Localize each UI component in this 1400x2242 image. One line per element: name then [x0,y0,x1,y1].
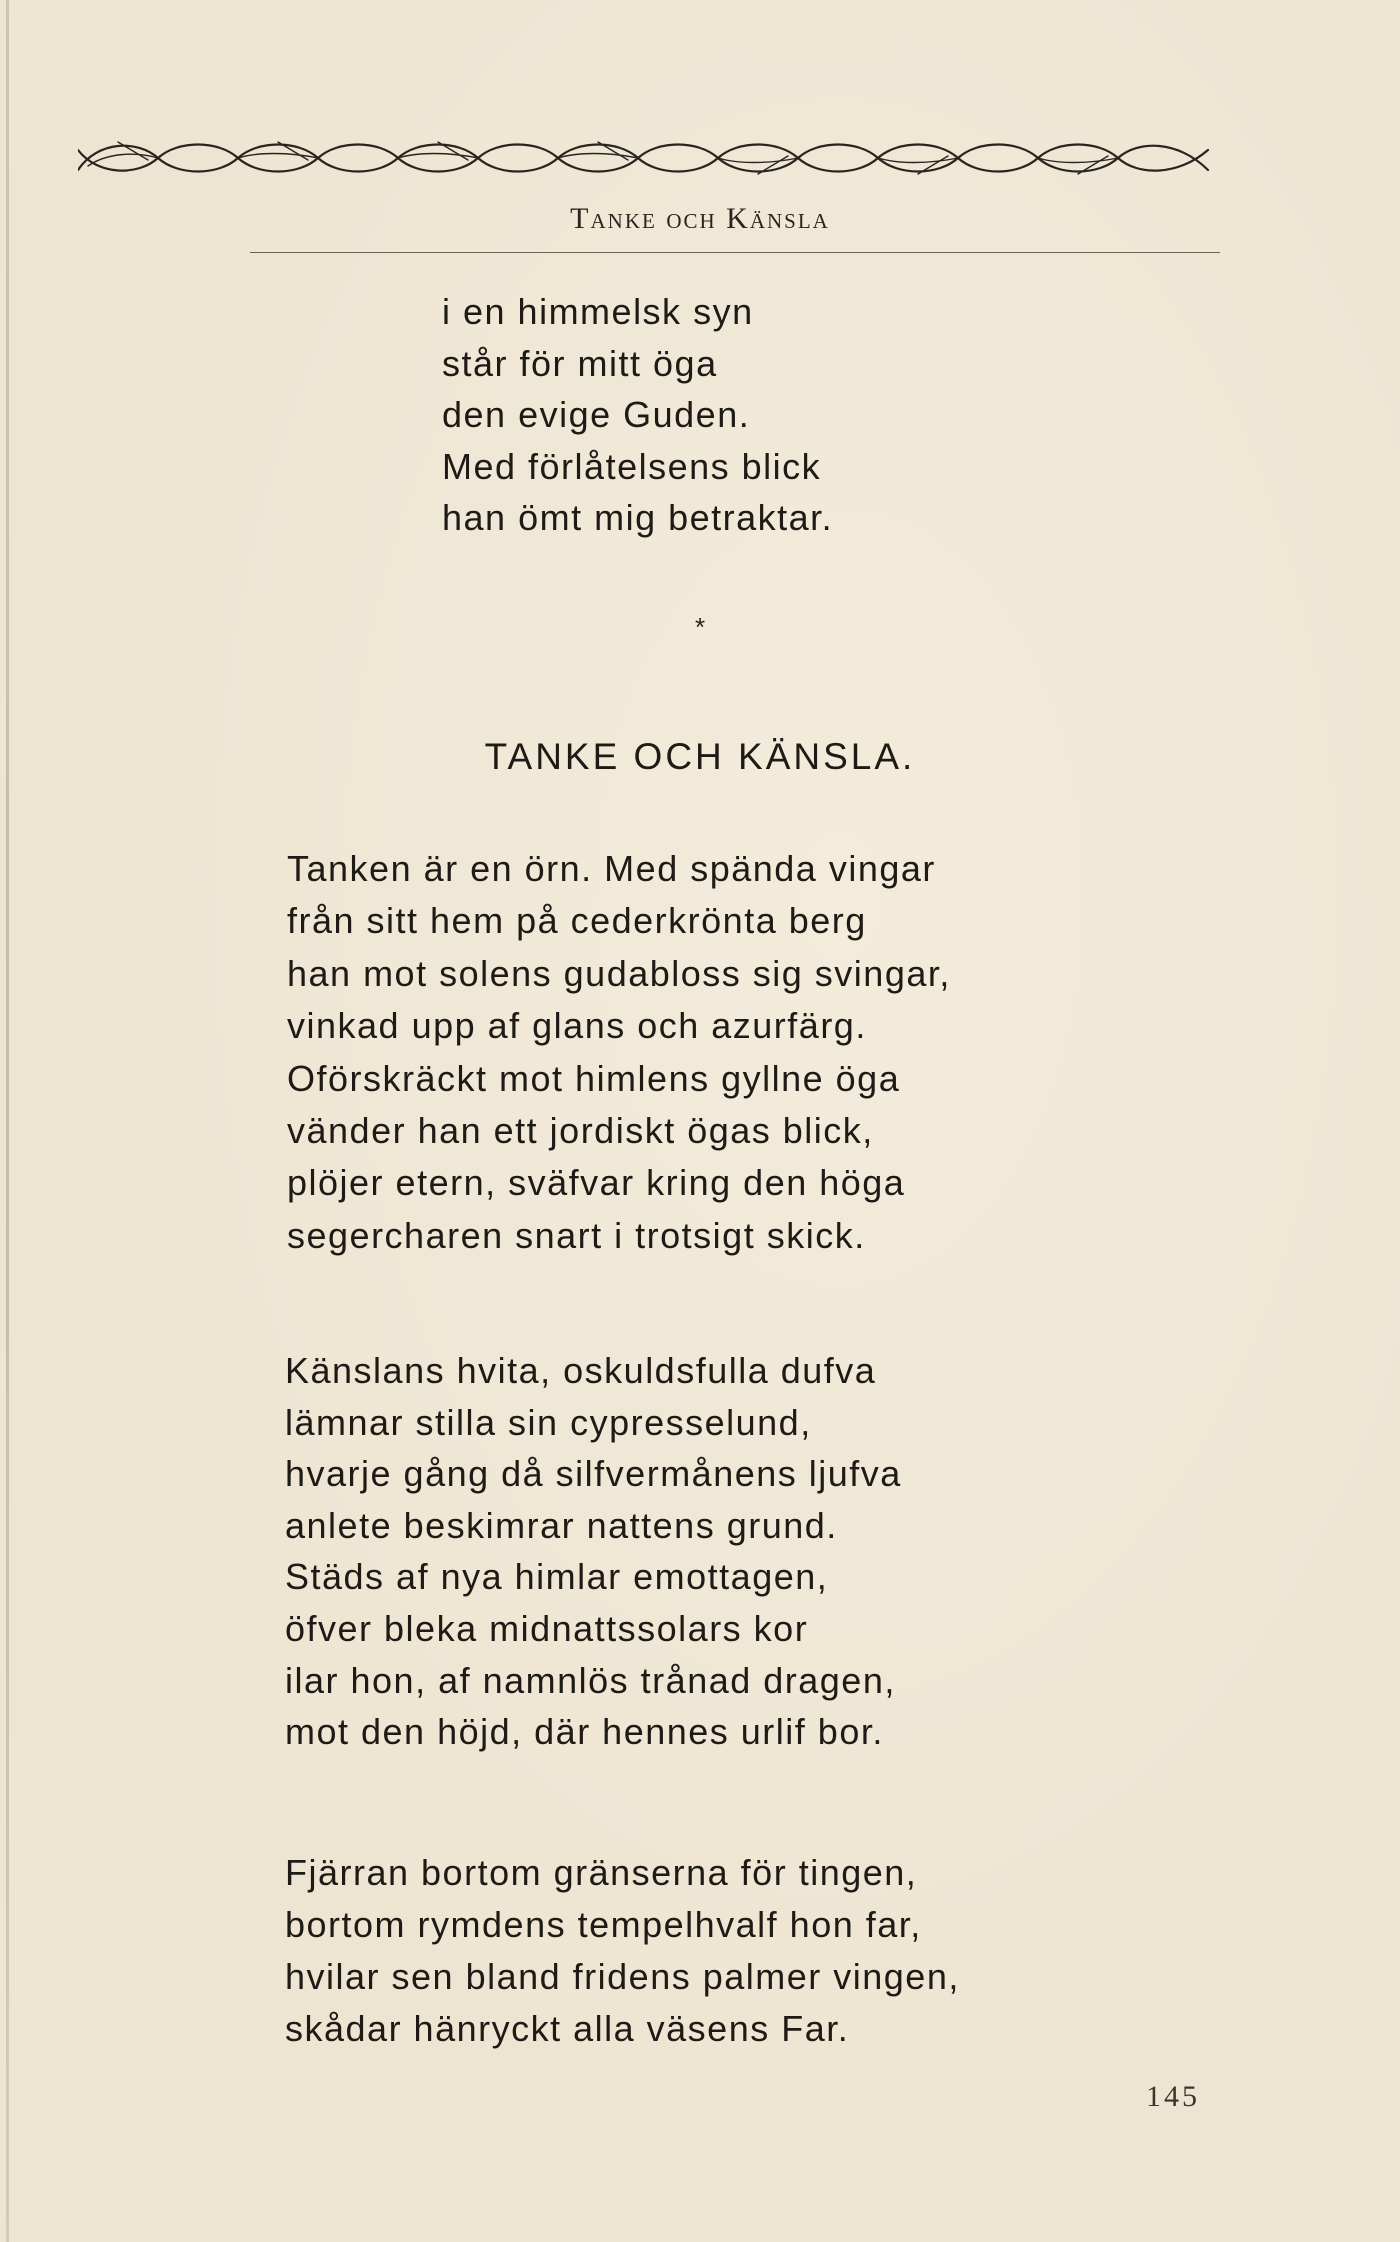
verse-line: bortom rymdens tempelhvalf hon far, [285,1904,922,1945]
stanza-previous-poem-ending [442,286,833,544]
poem-title: TANKE OCH KÄNSLA. [484,736,916,777]
page-number: 145 [1146,2080,1200,2113]
stanza-1 [287,843,951,1262]
page-edge [6,0,9,2242]
verse-line: vänder han ett jordiskt ögas blick, [287,1110,874,1152]
verse-line: ilar hon, af namnlös trånad dragen, [285,1659,896,1701]
verse-line: plöjer etern, sväfvar kring den höga [287,1162,906,1204]
verse-line: lämnar stilla sin cypresselund, [285,1401,812,1443]
verse-line: skådar hänryckt alla väsens Far. [285,2008,850,2049]
verse-line: Känslans hvita, oskuldsfulla dufva [285,1350,877,1391]
section-asterisk: * [694,612,706,642]
verse-line: i en himmelsk syn [442,291,754,332]
verse-line: Städs af nya himlar emottagen, [285,1556,829,1598]
verse-line: den evige Guden. [442,394,751,436]
verse-line: anlete beskimrar nattens grund. [285,1504,838,1546]
verse-line: han ömt mig betraktar. [442,497,834,539]
verse-line: mot den höjd, där hennes urlif bor. [285,1711,884,1753]
interlaced-knot-ornament-icon [78,130,1218,185]
verse-line: hvilar sen bland fridens palmer vingen, [285,1956,960,1997]
verse-line: Med förlåtelsens blick [442,445,822,487]
verse-line: han mot solens gudabloss sig svingar, [287,952,951,994]
running-head: Tanke och Känsla [570,202,830,235]
verse-line: öfver bleka midnattssolars kor [285,1607,809,1649]
stanza-2 [285,1345,902,1758]
verse-line: från sitt hem på cederkrönta berg [287,900,867,942]
verse-line: segercharen snart i trotsigt skick. [287,1214,866,1256]
header-rule [250,252,1220,253]
stanza-3 [285,1847,960,2055]
verse-line: Fjärran bortom gränserna för tingen, [285,1852,918,1893]
verse-line: hvarje gång då silfvermånens ljufva [285,1453,902,1495]
verse-line: står för mitt öga [442,342,718,384]
verse-line: Tanken är en örn. Med spända vingar [287,848,936,889]
verse-line: vinkad upp af glans och azurfärg. [287,1005,867,1047]
verse-line: Oförskräckt mot himlens gyllne öga [287,1057,901,1099]
